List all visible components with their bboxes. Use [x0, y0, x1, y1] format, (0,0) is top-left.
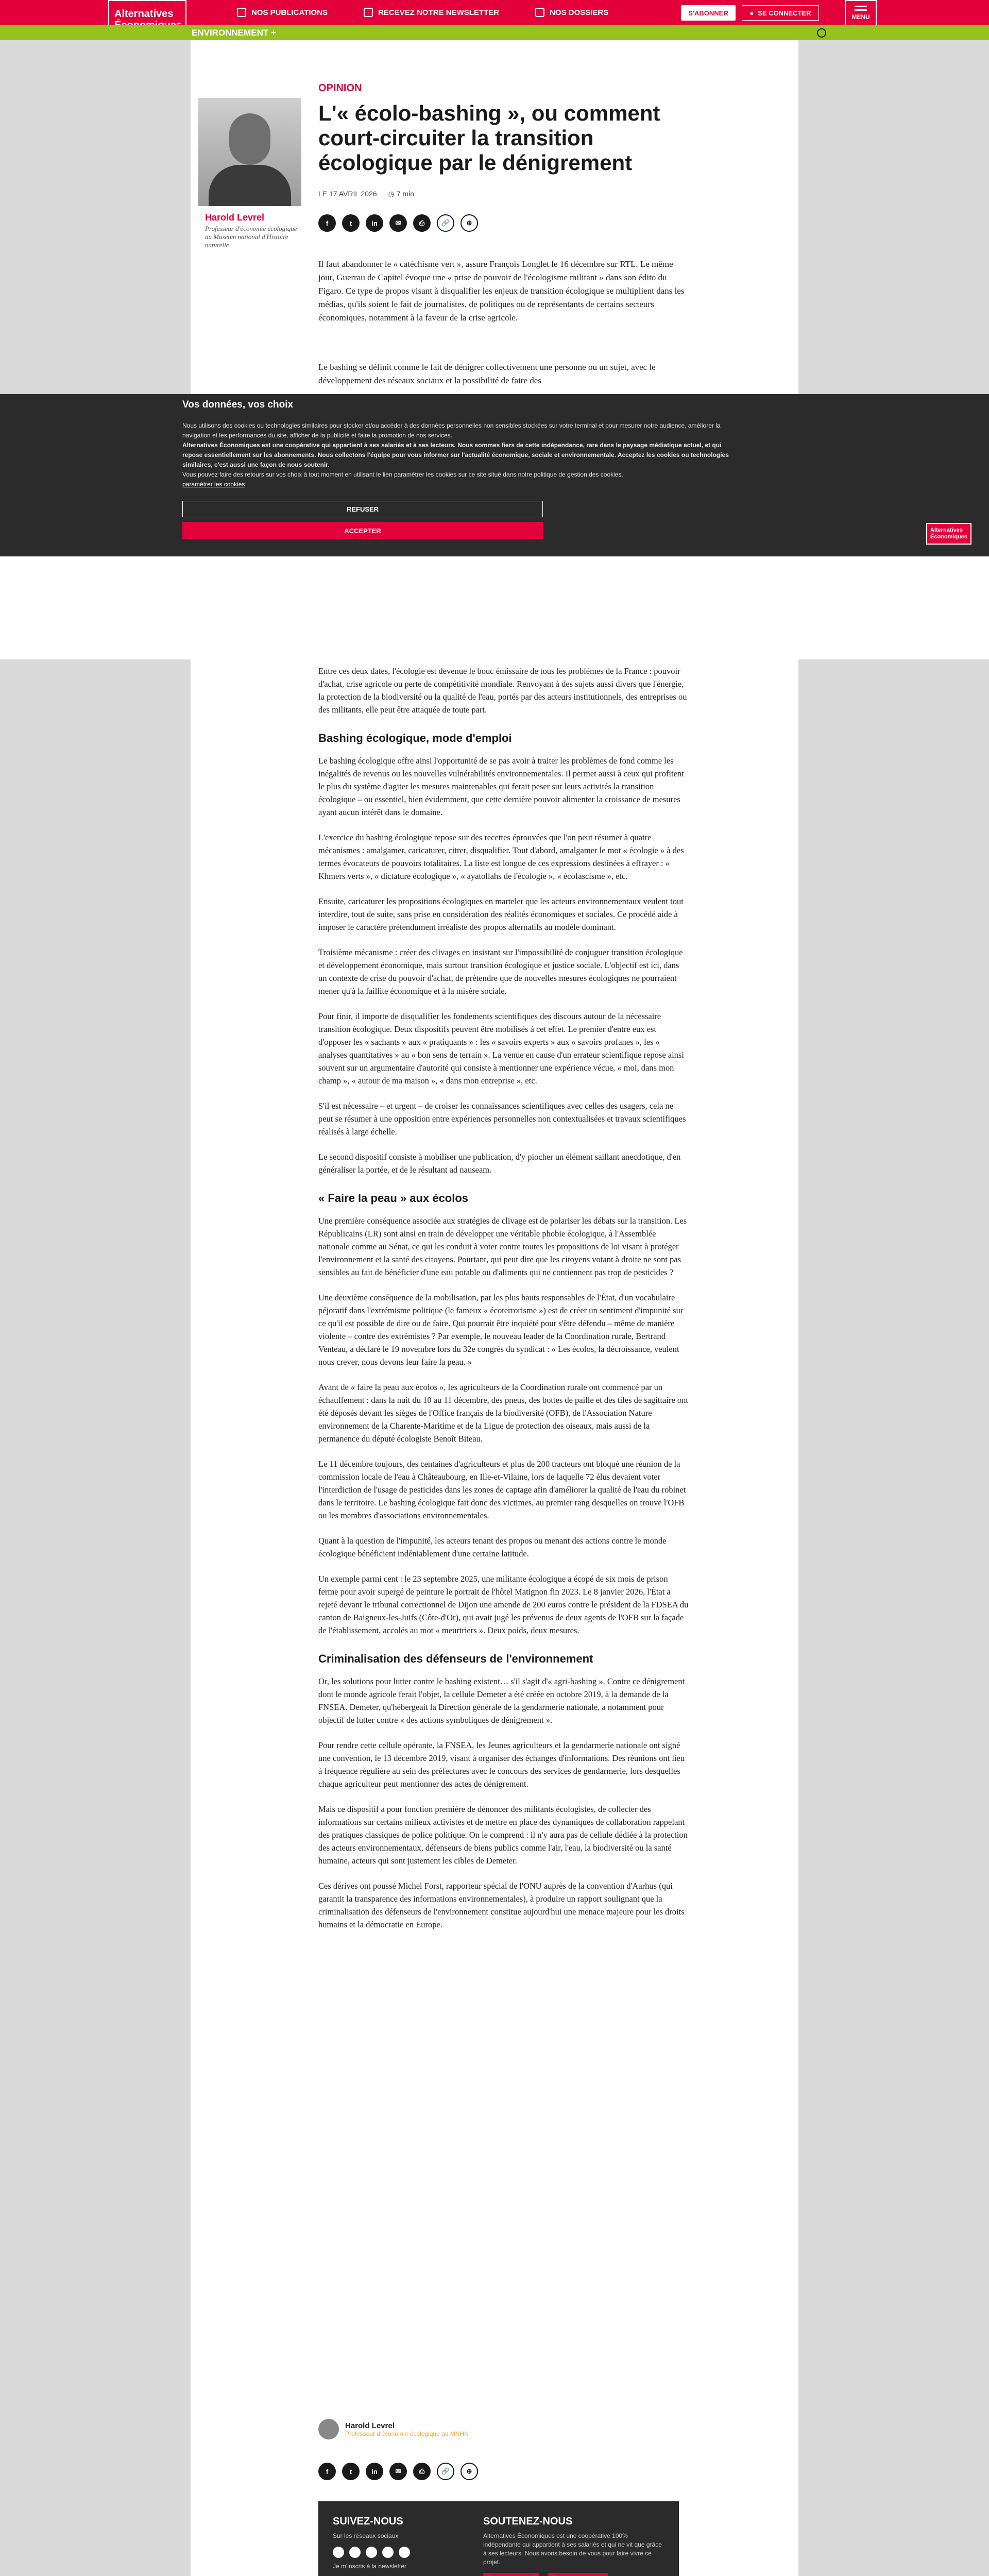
add-icon[interactable]: ⊕ [461, 2463, 478, 2480]
cookie-text: Nous utilisons des cookies ou technologies similaires pour stocker et/ou accéder à des données personnelles non sensibles stockées sur votre terminal et pour mesurer notre audience, améliorer la navigation et les performances du site, afficher de la publicité et faire la promotion de nos services. Alternatives Économiques est une coopérative qui appartient à ses salariés et à ses lecteurs. Nous sommes fiers de cette indépendance, rare dans le paysage médiatique actuel, et qui repose essentiellement sur les abonnements. Nous collectons l'équipe pour vous informer sur l'actualité économique, sociale et environnementale. Acceptez les cookies ou technologies similaires, c'est aussi une façon de nous soutenir. Vous pouvez faire des retours sur vos choix à tout moment en utilisant le lien paramétrer les cookies sur ce site situé dans notre politique de gestion des cookies. paramétrer les cookies [182, 422, 729, 488]
rubric-bar [0, 25, 989, 40]
paragraph: Une première conséquence associée aux stratégies de clivage est de polariser les débats sur la transition. Les Républicains (LR) sont ainsi en train de développer une véritable phobie écologique, à l'Assemblée nationale comme au Sénat, ce qui les conduit à voter contre toutes les propositions de loi visant à protéger l'environnement et la santé des citoyens. Pourtant, qui peut dire que les citoyens votant à droite ne sont pas sensibles au fait de bénéficier d'une eau potable ou d'aliments qui ne contiennent pas trop de pesticides ? [318, 1216, 687, 1277]
paragraph: Troisième mécanisme : créer des clivages en insistant sur l'impossibilité de conjuguer transition écologique et développement économique, mais surtout transition écologique et justice sociale. L'objectif est ici, dans un contexte de crise du pouvoir d'achat, de prétendre que de nouvelles mesures écologiques ne pourraient mener qu'à la faillite économique et à la misère sociale. [318, 947, 683, 996]
article-kicker[interactable]: OPINION [318, 82, 362, 94]
facebook-icon[interactable]: f [318, 214, 336, 232]
read-time: ◷ 7 min [388, 190, 414, 198]
nav-publications[interactable]: NOS PUBLICATIONS [237, 8, 328, 17]
hamburger-icon [855, 9, 867, 11]
section-heading: « Faire la peau » aux écolos [318, 1192, 469, 1205]
follow-title: SUIVEZ-NOUS [333, 2516, 403, 2527]
article-date: LE 17 AVRIL 2026 [318, 190, 377, 198]
folder-icon [535, 8, 544, 17]
paragraph: Ensuite, caricaturer les propositions écologiques en marteler que les acteurs environnementaux veulent tout interdire, tout de suite, sans prise en considération des réalités économiques et sociales. Ce procédé aide à imposer le caractère prétendument irréaliste des propos alternatifs au modèle dominant. [318, 896, 684, 932]
menu-button[interactable]: MENU [845, 0, 877, 39]
nav-newsletter[interactable]: RECEVEZ NOTRE NEWSLETTER [364, 8, 499, 17]
share-bar [318, 214, 478, 232]
whatsapp-icon[interactable] [399, 2547, 410, 2558]
paragraph: Ces dérives ont poussé Michel Forst, rapporteur spécial de l'ONU auprès de la convention d'Aarhus (qui garantit la transparence des informations environnementales), à produire un rapport soulignant que la criminalisation des défenseurs de l'environnement constitue aujourd'hui une menace majeure pour les droits humains et la démocratie en Europe. [318, 1881, 685, 1929]
social-icons [333, 2547, 477, 2558]
paragraph: Le second dispositif consiste à mobiliser une publication, d'y piocher un élément saillant anecdotique, d'en généraliser la portée, et de le résultant ad nauseam. [318, 1152, 681, 1175]
print-icon[interactable]: ⎙ [413, 2463, 431, 2480]
avatar [318, 2419, 339, 2439]
linkedin-icon[interactable] [382, 2547, 394, 2558]
author-name[interactable]: Harold Levrel [205, 212, 265, 223]
clock-icon: ◷ [388, 190, 397, 198]
paragraph: Pour finir, il importe de disqualifier les fondements scientifiques des discours autour de la nécessaire transition écologique. Deux dispositifs peuvent être mobilisés à cet effet. Le premier d'entre eux est d'opposer les « sachants » aux « pratiquants » : les « savoirs experts » aux « savoirs profanes », les « analyses quantitatives » au « bon sens de terrain ». La venue en cause d'un errateur scientifique repose ainsi souvent sur un argumentaire d'autorité qui consiste à mentionner une expérience vécue, « moi, dans mon champ », « autour de ma maison », « dans mon entreprise », etc. [318, 1011, 684, 1086]
paragraph: Le 11 décembre toujours, des centaines d'agriculteurs et plus de 200 tracteurs ont bloqué une réunion de la commission locale de l'eau à Châteaubourg, en Ille-et-Vilaine, lors de laquelle 72 élus devaient voter l'interdiction de l'usage de pesticides dans les zones de captage afin d'améliorer la qualité de l'eau du robinet dans le territoire. Le bashing écologique fait donc des victimes, au premier rang desquelles on trouve l'OFB ou les membres d'associations environnementales. [318, 1459, 686, 1520]
link-icon[interactable]: 🔗 [437, 2463, 454, 2480]
follow-support-box [318, 2501, 679, 2576]
paragraph: Le bashing écologique offre ainsi l'opportunité de se pas avoir à traiter les problèmes de fond comme les inégalités de revenus ou les nouvelles vulnérabilités environnementales. Il permet aussi à ceux qui profitent le plus du système d'agiter les mesures maintenables qui ferait peser sur leurs activités la transition écologique – ou essentiel, bien évidemment, que cette dernière pouvoir alimenter la croissance de mesures ayant aucun intérêt dans le domaine. [318, 756, 684, 817]
mail-icon [364, 8, 373, 17]
twitter-icon[interactable]: t [342, 214, 360, 232]
paragraph: Or, les solutions pour lutter contre le bashing existent… s'il s'agit d'« agri-bashing ». Contre ce dénigrement dont le monde agricole ferait l'objet, la cellule Demeter a été créée en octobre 2019, à la demande de la FNSEA. Demeter, qu'hébergeait la Direction générale de la gendarmerie nationale, a notamment pour objectif de lutter contre « des actions symboliques de dénigrement ». [318, 1676, 685, 1725]
follow-text: Sur les réseaux sociaux [333, 2532, 399, 2539]
signature-bio: Professeur d'économie écologique au MNHN [345, 2430, 469, 2437]
author-bio: Professeur d'économie écologique au Muséum national d'Histoire naturelle [205, 225, 297, 249]
accept-button[interactable]: ACCEPTER [182, 522, 543, 539]
cookie-title: Vos données, vos choix [182, 399, 294, 410]
share-bar-bottom [318, 2463, 478, 2480]
facebook-icon[interactable] [333, 2547, 344, 2558]
support-text: Alternatives Économiques est une coopérative 100% indépendante qui appartient à ses salariés et qui ne vit que grâce à ses lecteurs. Nous avons besoin de vous pour faire vivre ce projet. [483, 2532, 662, 2566]
linkedin-icon[interactable]: in [366, 214, 383, 232]
bluesky-icon[interactable] [349, 2547, 361, 2558]
author-photo [198, 98, 301, 206]
connect-button[interactable]: ● SE CONNECTER [742, 5, 819, 21]
author-signature [318, 2419, 469, 2439]
add-icon[interactable]: ⊕ [461, 214, 478, 232]
donate-button[interactable] [548, 2573, 608, 2576]
article-meta [318, 190, 414, 198]
paragraph: L'exercice du bashing écologique repose sur des recettes éprouvées que l'on peut résumer à quatre mécanismes : amalgamer, caricaturer, citrer, disqualifier. Tout d'abord, amalgamer le mot « écologie » à des termes évocateurs de pouvoirs totalitaires. La liste est longue de ces expressions destinées à effrayer : « Khmers verts », « dictature écologique », « ayatollahs de l'écologie », « écofascisme », etc. [318, 833, 684, 881]
user-icon: ● [749, 9, 754, 17]
paragraph: Quant à la question de l'impunité, les acteurs tenant des propos ou menant des actions contre le monde écologique bénéficient indéniablement d'une certaine latitude. [318, 1536, 667, 1558]
nav-dossiers[interactable]: NOS DOSSIERS [535, 8, 608, 17]
rubric-label[interactable]: ENVIRONNEMENT + [192, 28, 276, 38]
newsletter-text: Je m'inscris à la newsletter [333, 2563, 407, 2570]
paragraph: Une deuxième conséquence de la mobilisation, par les plus hauts responsables de l'État, d'un vocabulaire péjoratif dans l'extrémisme politique (le fameux « écoterrorisme ») est de créer un sentiment d'impunité sur ce qu'il est possible de dire ou de faire. Qui pourrait être inquiété pour s'être défendu – même de manière violente – contre des extrémistes ? Par exemple, le nouveau leader de la Coordination rurale, Bertrand Venteau, a déclaré le 19 novembre lors du 32e congrès du syndicat : « Les écolos, la décroissance, veulent nous crever, nous devons leur faire la peau. » [318, 1293, 684, 1367]
cookie-settings-link[interactable]: paramétrer les cookies [182, 481, 245, 488]
section-heading: Bashing écologique, mode d'emploi [318, 732, 512, 744]
paragraph: Entre ces deux dates, l'écologie est devenue le bouc émissaire de tous les problèmes de la France : pouvoir d'achat, crise agricole ou perte de compétitivité mondiale. Renvoyant à des sujets aussi divers que l'énergie, la protection de la biodiversité ou la qualité de l'eau, portés par des acteurs institutionnels, des entreprises ou des militants, elle peut être attaquée de toute part. [318, 666, 687, 715]
linkedin-icon[interactable]: in [366, 2463, 383, 2480]
paragraph: S'il est nécessaire – et urgent – de croiser les connaissances scientifiques avec celles des usagers, cela ne peut se résumer à une opposition entre expériences personnelles non contextualisées et travaux scientifiques réalisés à large échelle. [318, 1101, 686, 1137]
signature-name[interactable]: Harold Levrel [345, 2421, 395, 2430]
link-icon[interactable]: 🔗 [437, 214, 454, 232]
cookie-logo: Alternatives Économiques [926, 523, 971, 545]
section-heading: Criminalisation des défenseurs de l'environnement [318, 1652, 593, 1665]
article-intro: Le bashing se définit comme le fait de dénigrer collectivement une personne ou un sujet, avec le développement des réseaux sociaux et la possibilité de faire des [318, 362, 656, 385]
give-button[interactable] [483, 2573, 539, 2576]
cookie-banner [0, 394, 989, 556]
print-icon[interactable]: ⎙ [413, 214, 431, 232]
paragraph: Avant de « faire la peau aux écolos », les agriculteurs de la Coordination rurale ont commencé par un échauffement : dans la nuit du 10 au 11 décembre, des pneus, des bottes de paille et des tiles de sagittaire ont été déposés devant les sièges de l'Office français de la biodiversité (OFB), de l'Association Nature environnement de la Charente-Maritime et de la Ligue de protection des oiseaux, mais aussi de la permanence du député écologiste Benoît Biteau. [318, 1382, 688, 1444]
search-icon[interactable] [817, 28, 826, 38]
article-body [318, 665, 689, 1943]
paragraph: Pour rendre cette cellule opérante, la FNSEA, les Jeunes agriculteurs et la gendarmerie nationale ont signé une convention, le 13 décembre 2019, visant à organiser des échanges d'informations. Des réunions ont lieu à fréquence régulière au sein des préfectures avec le concours des services de gendarmerie, lors desquelles chaque agriculteur peut mentionner des actes de dénigrement. [318, 1740, 685, 1789]
top-nav [237, 0, 608, 25]
facebook-icon[interactable]: f [318, 2463, 336, 2480]
refuse-button[interactable]: REFUSER [182, 501, 543, 517]
subscribe-button[interactable]: S'ABONNER [681, 5, 736, 21]
twitter-icon[interactable]: t [342, 2463, 360, 2480]
paragraph: Mais ce dispositif a pour fonction première de dénoncer des militants écologistes, de collecter des informations sur certains milieux activistes et de mettre en place des dynamiques de collaboration rappelant des pratiques classiques de police politique. On le comprend : il n'y aura pas de cellule dédiée à la protection des acteurs environnementaux, défenseurs de biens publics comme l'air, l'eau, la biodiversité ou la santé humaine, acteurs qui sont justement les cibles de Demeter. [318, 1804, 688, 1866]
article-chapo: Il faut abandonner le « catéchisme vert », assure François Longlet le 16 décembre sur RTL. Le même jour, Guerrau de Capitel évoque une « prise de pouvoir de l'écologisme militant » dans son édito du Figaro. Ce type de propos visant à disqualifier les enjeux de transition écologique se multiplient dans les médias, qu'ils soient le fait de journalistes, de politiques ou de représentants de certains secteurs économiques, notamment à la faveur de la crise agricole. [318, 259, 685, 323]
article-title: L'« écolo-bashing », ou comment court-circuiter la transition écologique par le dénigrement [318, 101, 660, 175]
mail-share-icon[interactable]: ✉ [389, 214, 407, 232]
banner-spacer [0, 556, 989, 659]
mail-share-icon[interactable]: ✉ [389, 2463, 407, 2480]
paragraph: Un exemple parmi cent : le 23 septembre 2025, une militante écologique a écopé de six mois de prison ferme pour avoir supergé de peinture le portrait de l'hôtel Matignon fin 2023. Le 8 janvier 2026, l'État a rejeté devant le tribunal correctionnel de Dijon une amende de 200 euros contre le président de la FDSEA du canton de Baigneux-les-Juifs (Côte-d'Or), qui avait jugé les prévenus de deux agents de l'OFB sur la façade de l'établissement, accolés au mot « meurtriers ». Deux poids, deux mesures. [318, 1574, 689, 1635]
book-icon [237, 8, 246, 17]
support-title: SOUTENEZ-NOUS [483, 2516, 573, 2527]
instagram-icon[interactable] [366, 2547, 377, 2558]
site-logo[interactable]: Alternatives [108, 0, 186, 37]
